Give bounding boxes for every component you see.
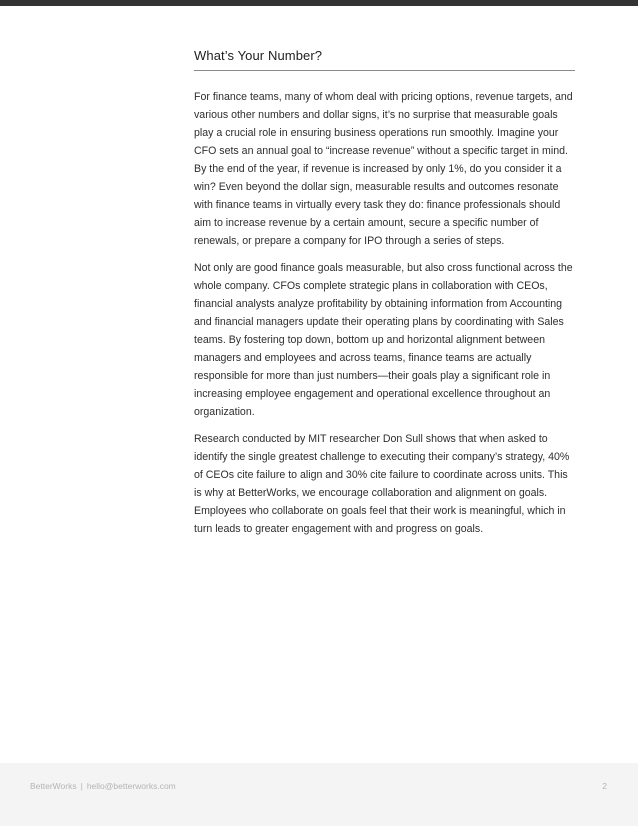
paragraph-3: Research conducted by MIT researcher Don Sull shows that when asked to identify the single greatest challenge to executing their company’s strategy, 40% of CEOs cite failure to align and 30% cite failure to coordinate across units. This is why at BetterWorks, we encourage collaboration and alignment on goals. Employees who collaborate on goals feel that their work is meaningful, which in turn leads to greater engagement with and progress on goals. (194, 433, 570, 535)
top-bar (0, 0, 638, 6)
paragraph-2: Not only are good finance goals measurable, but also cross functional across the whole company. CFOs complete strategic plans in collaboration with CEOs, financial analysts analyze profitability by obtaining information from Accounting and financial managers update their operating plans by coordinating with Sales teams. By fostering top down, bottom up and horizontal alignment between managers and employees and across teams, finance teams are actually responsible for more than just numbers—their goals play a significant role in increasing employee engagement and operational excellence throughout an organization. (194, 262, 573, 418)
title-divider (194, 70, 575, 71)
section-title: What’s Your Number? (194, 48, 323, 63)
paragraph-1: For finance teams, many of whom deal with pricing options, revenue targets, and various other numbers and dollar signs, it’s no surprise that measurable goals play a crucial role in ensuring business operations run smoothly. Imagine your CFO sets an annual goal to “increase revenue” without a specific target in mind. By the end of the year, if revenue is increased by only 1%, do you consider it a win? Even beyond the dollar sign, measurable results and outcomes resonate with finance teams in virtually every task they do: finance professionals should aim to increase revenue by a certain amount, secure a specific number of renewals, or prepare a company for IPO through a series of steps. (194, 91, 573, 247)
page-footer (0, 763, 638, 826)
body-text (194, 88, 575, 547)
footer-contact (30, 781, 176, 791)
footer-company: BetterWorks (30, 781, 77, 791)
page-number: 2 (602, 781, 607, 791)
footer-separator: | (80, 781, 83, 791)
footer-email-link[interactable]: hello@betterworks.com (86, 781, 176, 791)
